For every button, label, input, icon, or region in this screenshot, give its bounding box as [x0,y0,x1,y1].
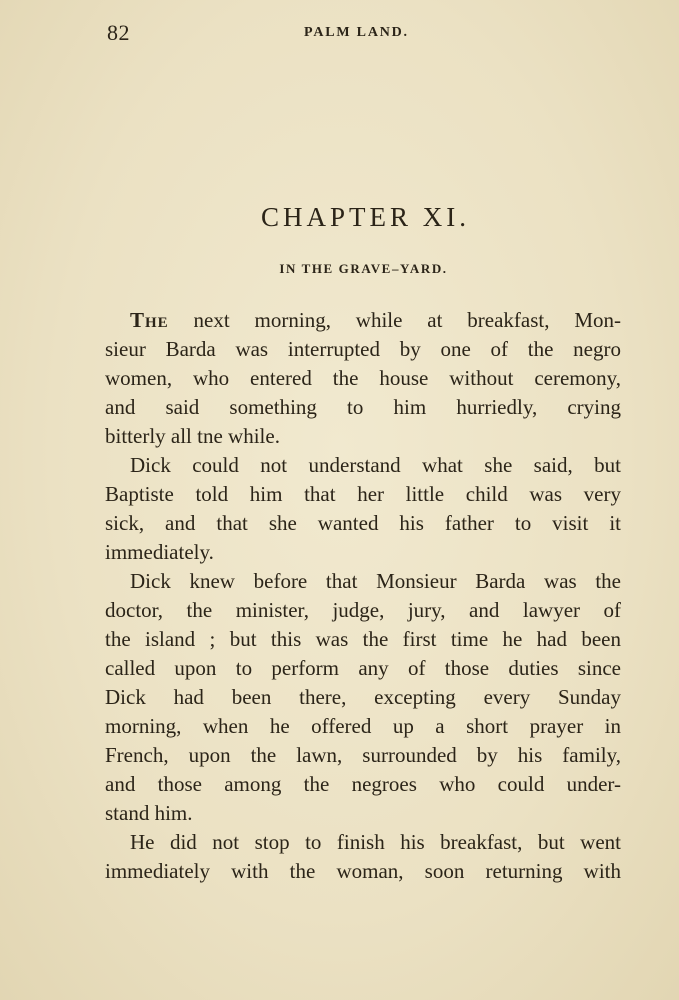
text-line: stand him. [105,801,193,825]
text-line: Dick had been there, excepting every Sunday [105,685,621,709]
text-line: Dick could not understand what she said, but [130,453,621,477]
drop-word: The [130,308,169,332]
text-line: women, who entered the house without ceremony, [105,366,621,390]
text-line: and said something to him hurriedly, crying [105,395,621,419]
running-header [107,20,627,44]
text-line: sick, and that she wanted his father to visit it [105,511,621,535]
text-line: sieur Barda was interrupted by one of the negro [105,337,621,361]
text-line: morning, when he offered up a short prayer in [105,714,621,738]
chapter-subtitle: IN THE GRAVE–YARD. [279,261,448,276]
running-title: PALM LAND. [304,25,409,40]
text-line: the island ; but this was the first time he had been [105,627,621,651]
text-line: Baptiste told him that her little child was very [105,482,621,506]
page-number: 82 [107,20,130,45]
text-line: called upon to perform any of those duties since [105,656,621,680]
body-text [105,306,621,886]
text-line: immediately. [105,540,214,564]
text-line: The next morning, while at breakfast, Mon- [130,308,621,332]
text-line: immediately with the woman, soon returning with [105,859,621,883]
text-line: He did not stop to finish his breakfast, but went [130,830,621,854]
text-line: bitterly all tne while. [105,424,280,448]
text-line: French, upon the lawn, surrounded by his family, [105,743,621,767]
text-line: and those among the negroes who could under- [105,772,621,796]
text-line: Dick knew before that Monsieur Barda was the [130,569,621,593]
text-line: doctor, the minister, judge, jury, and lawyer of [105,598,621,622]
chapter-title: CHAPTER XI. [260,202,470,232]
